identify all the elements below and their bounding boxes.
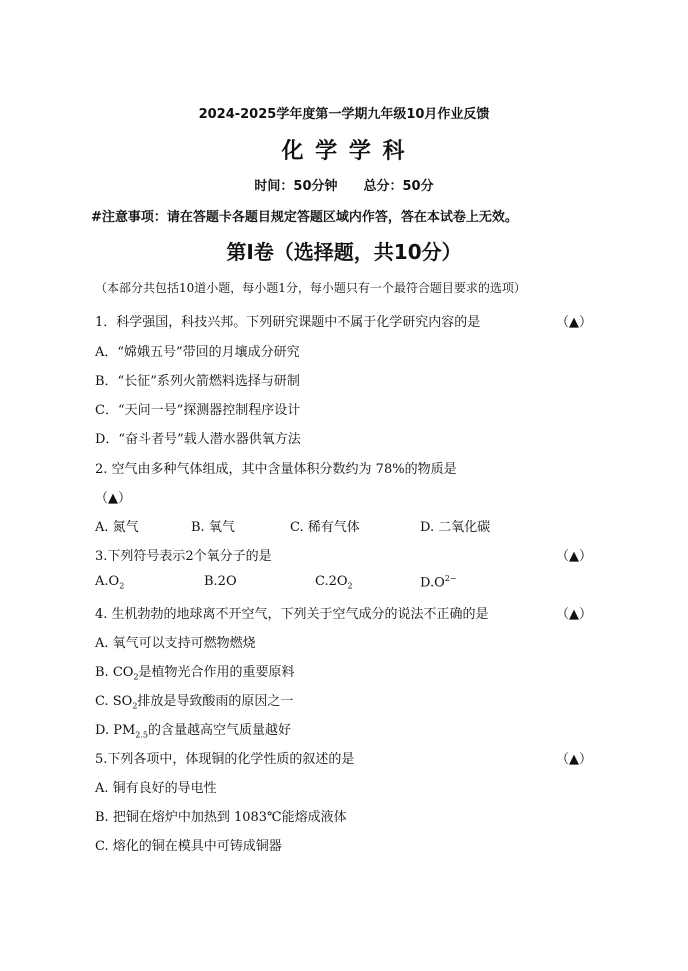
q3-option-a-text: A.O (95, 574, 120, 589)
q4-option-c-sub: 2 (132, 701, 138, 711)
q4-option-a: A. 氧气可以支持可燃物燃烧 (95, 636, 256, 651)
q4-option-b-sub: 2 (133, 672, 139, 682)
section-title: 第Ⅰ卷（选择题，共10分） (226, 240, 462, 264)
q3-option-d-text: D.O (420, 575, 445, 591)
q2-mark: （▲） (95, 491, 131, 506)
answer-mark: （▲） (556, 752, 592, 767)
q5-option-c: C. 熔化的铜在模具中可铸成铜器 (95, 839, 282, 854)
section-instruction: （本部分共包括10道小题，每小题1分，每小题只有一个最符合题目要求的选项） (95, 281, 526, 295)
answer-mark: （▲） (556, 607, 592, 622)
q5-stem: 5.下列各项中，体现铜的化学性质的叙述的是 (95, 752, 355, 767)
q2-option-b: B. 氧气 (191, 520, 235, 535)
q4-option-b-pre: B. CO (95, 665, 134, 680)
q3-option-c-text: C.2O (315, 574, 348, 589)
q2-option-c: C. 稀有气体 (290, 520, 360, 535)
q5-option-b: B. 把铜在熔炉中加热到 1083℃能熔成液体 (95, 810, 347, 825)
q1-option-c: C．“天问一号”探测器控制程序设计 (95, 403, 301, 418)
q4-option-d-pre: D. PM (95, 723, 136, 738)
q3-option-b: B.2O (204, 574, 237, 589)
q3-option-a-sub: 2 (119, 581, 125, 591)
exam-title: 2024-2025学年度第一学期九年级10月作业反馈 (198, 107, 490, 122)
q4-option-d-post: 的含量越高空气质量越好 (148, 723, 292, 738)
q4-option-b (95, 661, 295, 682)
answer-mark: （▲） (556, 549, 592, 564)
q2-stem: 2. 空气由多种气体组成，其中含量体积分数约为 78%的物质是 (95, 462, 457, 477)
q1-stem: 1．科学强国，科技兴邦。下列研究课题中不属于化学研究内容的是 (95, 315, 481, 330)
q4-option-d (95, 719, 291, 740)
q4-stem: 4. 生机勃勃的地球离不开空气，下列关于空气成分的说法不正确的是 (95, 607, 489, 622)
q1-option-b: B．“长征”系列火箭燃料选择与研制 (95, 374, 300, 389)
answer-mark: （▲） (556, 315, 592, 330)
notice: #注意事项：请在答题卡各题目规定答题区域内作答，答在本试卷上无效。 (91, 210, 518, 225)
q3-option-c (315, 574, 353, 591)
q3-option-d (420, 574, 457, 590)
q4-option-c (95, 690, 293, 711)
q4-option-b-post: 是植物光合作用的重要原料 (138, 665, 295, 680)
q4-option-c-pre: C. SO (95, 694, 133, 709)
q3-option-d-sup: 2− (444, 574, 457, 583)
q2-option-d: D. 二氧化碳 (420, 520, 491, 535)
q5-option-a: A. 铜有良好的导电性 (95, 781, 217, 796)
q1-option-d: D．“奋斗者号”载人潜水器供氧方法 (95, 432, 301, 447)
q4-option-d-sub: 2.5 (135, 730, 149, 740)
q3-option-a (95, 574, 124, 591)
time-info: 时间：50分钟 总分：50分 (254, 179, 434, 194)
q3-option-c-sub: 2 (347, 581, 353, 591)
q4-option-c-post: 排放是导致酸雨的原因之一 (137, 694, 294, 709)
q3-stem: 3.下列符号表示2个氧分子的是 (95, 549, 272, 564)
subject-title: 化 学 学 科 (281, 139, 407, 164)
q2-option-a: A. 氮气 (95, 520, 139, 535)
q1-option-a: A．“嫦娥五号”带回的月壤成分研究 (95, 345, 300, 360)
